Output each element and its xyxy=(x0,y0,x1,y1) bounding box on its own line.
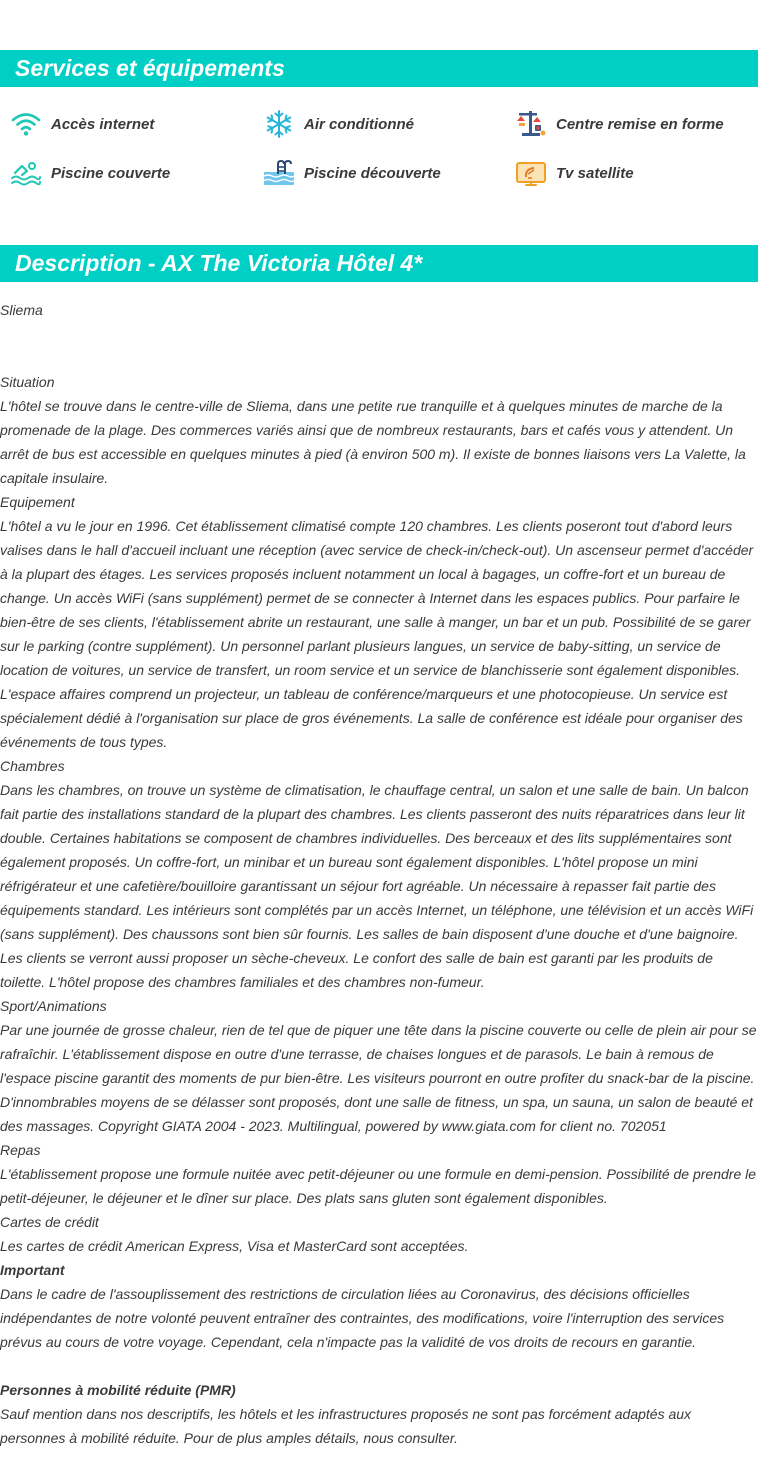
snowflake-icon xyxy=(263,109,295,139)
spacer xyxy=(0,346,758,370)
service-label: Accès internet xyxy=(51,115,155,133)
sport-heading: Sport/Animations xyxy=(0,998,107,1014)
sport-text: Par une journée de grosse chaleur, rien de tel que de piquer une tête dans la piscine couverte ou celle de plein air pour se rafraîchir. L'établissement dispose en outre d'une terrasse, de chaises longues et de parasols. Le bain à remous de l'espace piscine garantit des moments de pur bien-être. Les visiteurs pourront en outre profiter du snack-bar de la piscine. D'innombrables moyens de se délasser sont proposés, dont une salle de fitness, un spa, un sauna, un salon de beauté et des massages. Copyright GIATA 2004 - 2023. Multilingual, powered by www.giata.com for client no. 702051 xyxy=(0,1022,757,1134)
services-title: Services et équipements xyxy=(15,55,285,81)
service-item-indoor-pool xyxy=(10,158,170,188)
services-header xyxy=(0,50,758,87)
service-item-satellite-tv xyxy=(515,158,634,188)
description-header xyxy=(0,245,758,282)
description-body xyxy=(0,298,758,1450)
service-item-outdoor-pool xyxy=(263,158,441,188)
fitness-icon xyxy=(515,109,547,139)
equipement-text: L'hôtel a vu le jour en 1996. Cet établissement climatisé compte 120 chambres. Les clients poseront tout d'abord leurs valises dans le hall d'accueil incluant une réception (avec service de check-in/check-out). Un ascenseur permet d'accéder à la plupart des étages. Les services proposés incluent notamment un local à bagages, un coffre-fort et un bureau de change. Un accès WiFi (sans supplément) permet de se connecter à Internet dans les espaces publics. Pour parfaire le bien-être de ses clients, l'établissement abrite un restaurant, une salle à manger, un bar et un pub. Possibilité de se garer sur le parking (contre supplément). Un personnel parlant plusieurs langues, un service de baby-sitting, un service de location de voitures, un service de transfert, un room service et un service de blanchisserie sont également disponibles. L'espace affaires comprend un projecteur, un tableau de conférence/marqueurs et une photocopieuse. Un service est spécialement dédié à l'organisation sur place de gros événements. La salle de conférence est idéale pour organiser des événements de tous types. xyxy=(0,518,754,750)
description-city: Sliema xyxy=(0,302,43,318)
service-label: Piscine couverte xyxy=(51,164,171,182)
repas-text: L'établissement propose une formule nuitée avec petit-déjeuner ou une formule en demi-pension. Possibilité de prendre le petit-déjeuner, le déjeuner et le dîner sur place. Des plats sans gluten sont également disponibles. xyxy=(0,1166,757,1206)
spacer xyxy=(0,322,758,346)
cartes-heading: Cartes de crédit xyxy=(0,1214,99,1230)
important-heading: Important xyxy=(0,1262,65,1278)
important-text: Dans le cadre de l'assouplissement des restrictions de circulation liées au Coronavirus, des décisions officielles indépendantes de notre volonté peuvent entraîner des contraintes, des modifications, voire l'interruption des services prévus au cours de votre voyage. Cependant, cela n'impacte pas la validité de vos droits de recours en garantie. xyxy=(0,1286,725,1350)
service-label: Centre remise en forme xyxy=(556,115,724,133)
service-label: Air conditionné xyxy=(304,115,414,133)
swimmer-icon xyxy=(10,158,42,188)
service-label: Tv satellite xyxy=(556,164,634,182)
satellite-tv-icon xyxy=(515,158,547,188)
spacer xyxy=(0,1354,758,1378)
service-item-fitness xyxy=(515,109,724,139)
cartes-text: Les cartes de crédit American Express, Visa et MasterCard sont acceptées. xyxy=(0,1238,469,1254)
pmr-text: Sauf mention dans nos descriptifs, les hôtels et les infrastructures proposés ne sont pas forcément adaptés aux personnes à mobilité réduite. Pour de plus amples détails, nous consulter. xyxy=(0,1406,692,1446)
situation-heading: Situation xyxy=(0,374,55,390)
service-item-air-conditioning xyxy=(263,109,414,139)
outdoor-pool-icon xyxy=(263,158,295,188)
chambres-text: Dans les chambres, on trouve un système de climatisation, le chauffage central, un salon et une salle de bain. Un balcon fait partie des installations standard de la plupart des chambres. Les clients passeront des nuits réparatrices dans leur lit double. Certaines habitations se composent de chambres individuelles. Des berceaux et des lits supplémentaires sont également proposés. Un coffre-fort, un minibar et un bureau sont également disponibles. L'hôtel propose un mini réfrigérateur et une cafetière/bouilloire garantissant un séjour fort agréable. Un nécessaire à repasser fait partie des équipements standard. Les intérieurs sont complétés par un accès Internet, un téléphone, une télévision et un accès WiFi (sans supplément). Des chaussons sont bien sûr fournis. Les salles de bain disposent d'une douche et d'une baignoire. Les clients se verront aussi proposer un sèche-cheveux. Le confort des salle de bain est garanti par les produits de toilette. L'hôtel propose des chambres familiales et des chambres non-fumeur. xyxy=(0,782,754,990)
service-item-internet xyxy=(10,109,154,139)
equipement-heading: Equipement xyxy=(0,494,75,510)
description-title: Description - AX The Victoria Hôtel 4* xyxy=(15,250,423,276)
wifi-icon xyxy=(10,109,42,139)
repas-heading: Repas xyxy=(0,1142,41,1158)
service-label: Piscine découverte xyxy=(304,164,441,182)
pmr-heading: Personnes à mobilité réduite (PMR) xyxy=(0,1382,236,1398)
chambres-heading: Chambres xyxy=(0,758,65,774)
situation-text: L'hôtel se trouve dans le centre-ville de Sliema, dans une petite rue tranquille et à quelques minutes de marche de la promenade de la plage. Des commerces variés ainsi que de nombreux restaurants, bars et cafés vous y attendent. Un arrêt de bus est accessible en quelques minutes à pied (à environ 500 m). Il existe de bonnes liaisons vers La Valette, la capitale insulaire. xyxy=(0,398,746,486)
